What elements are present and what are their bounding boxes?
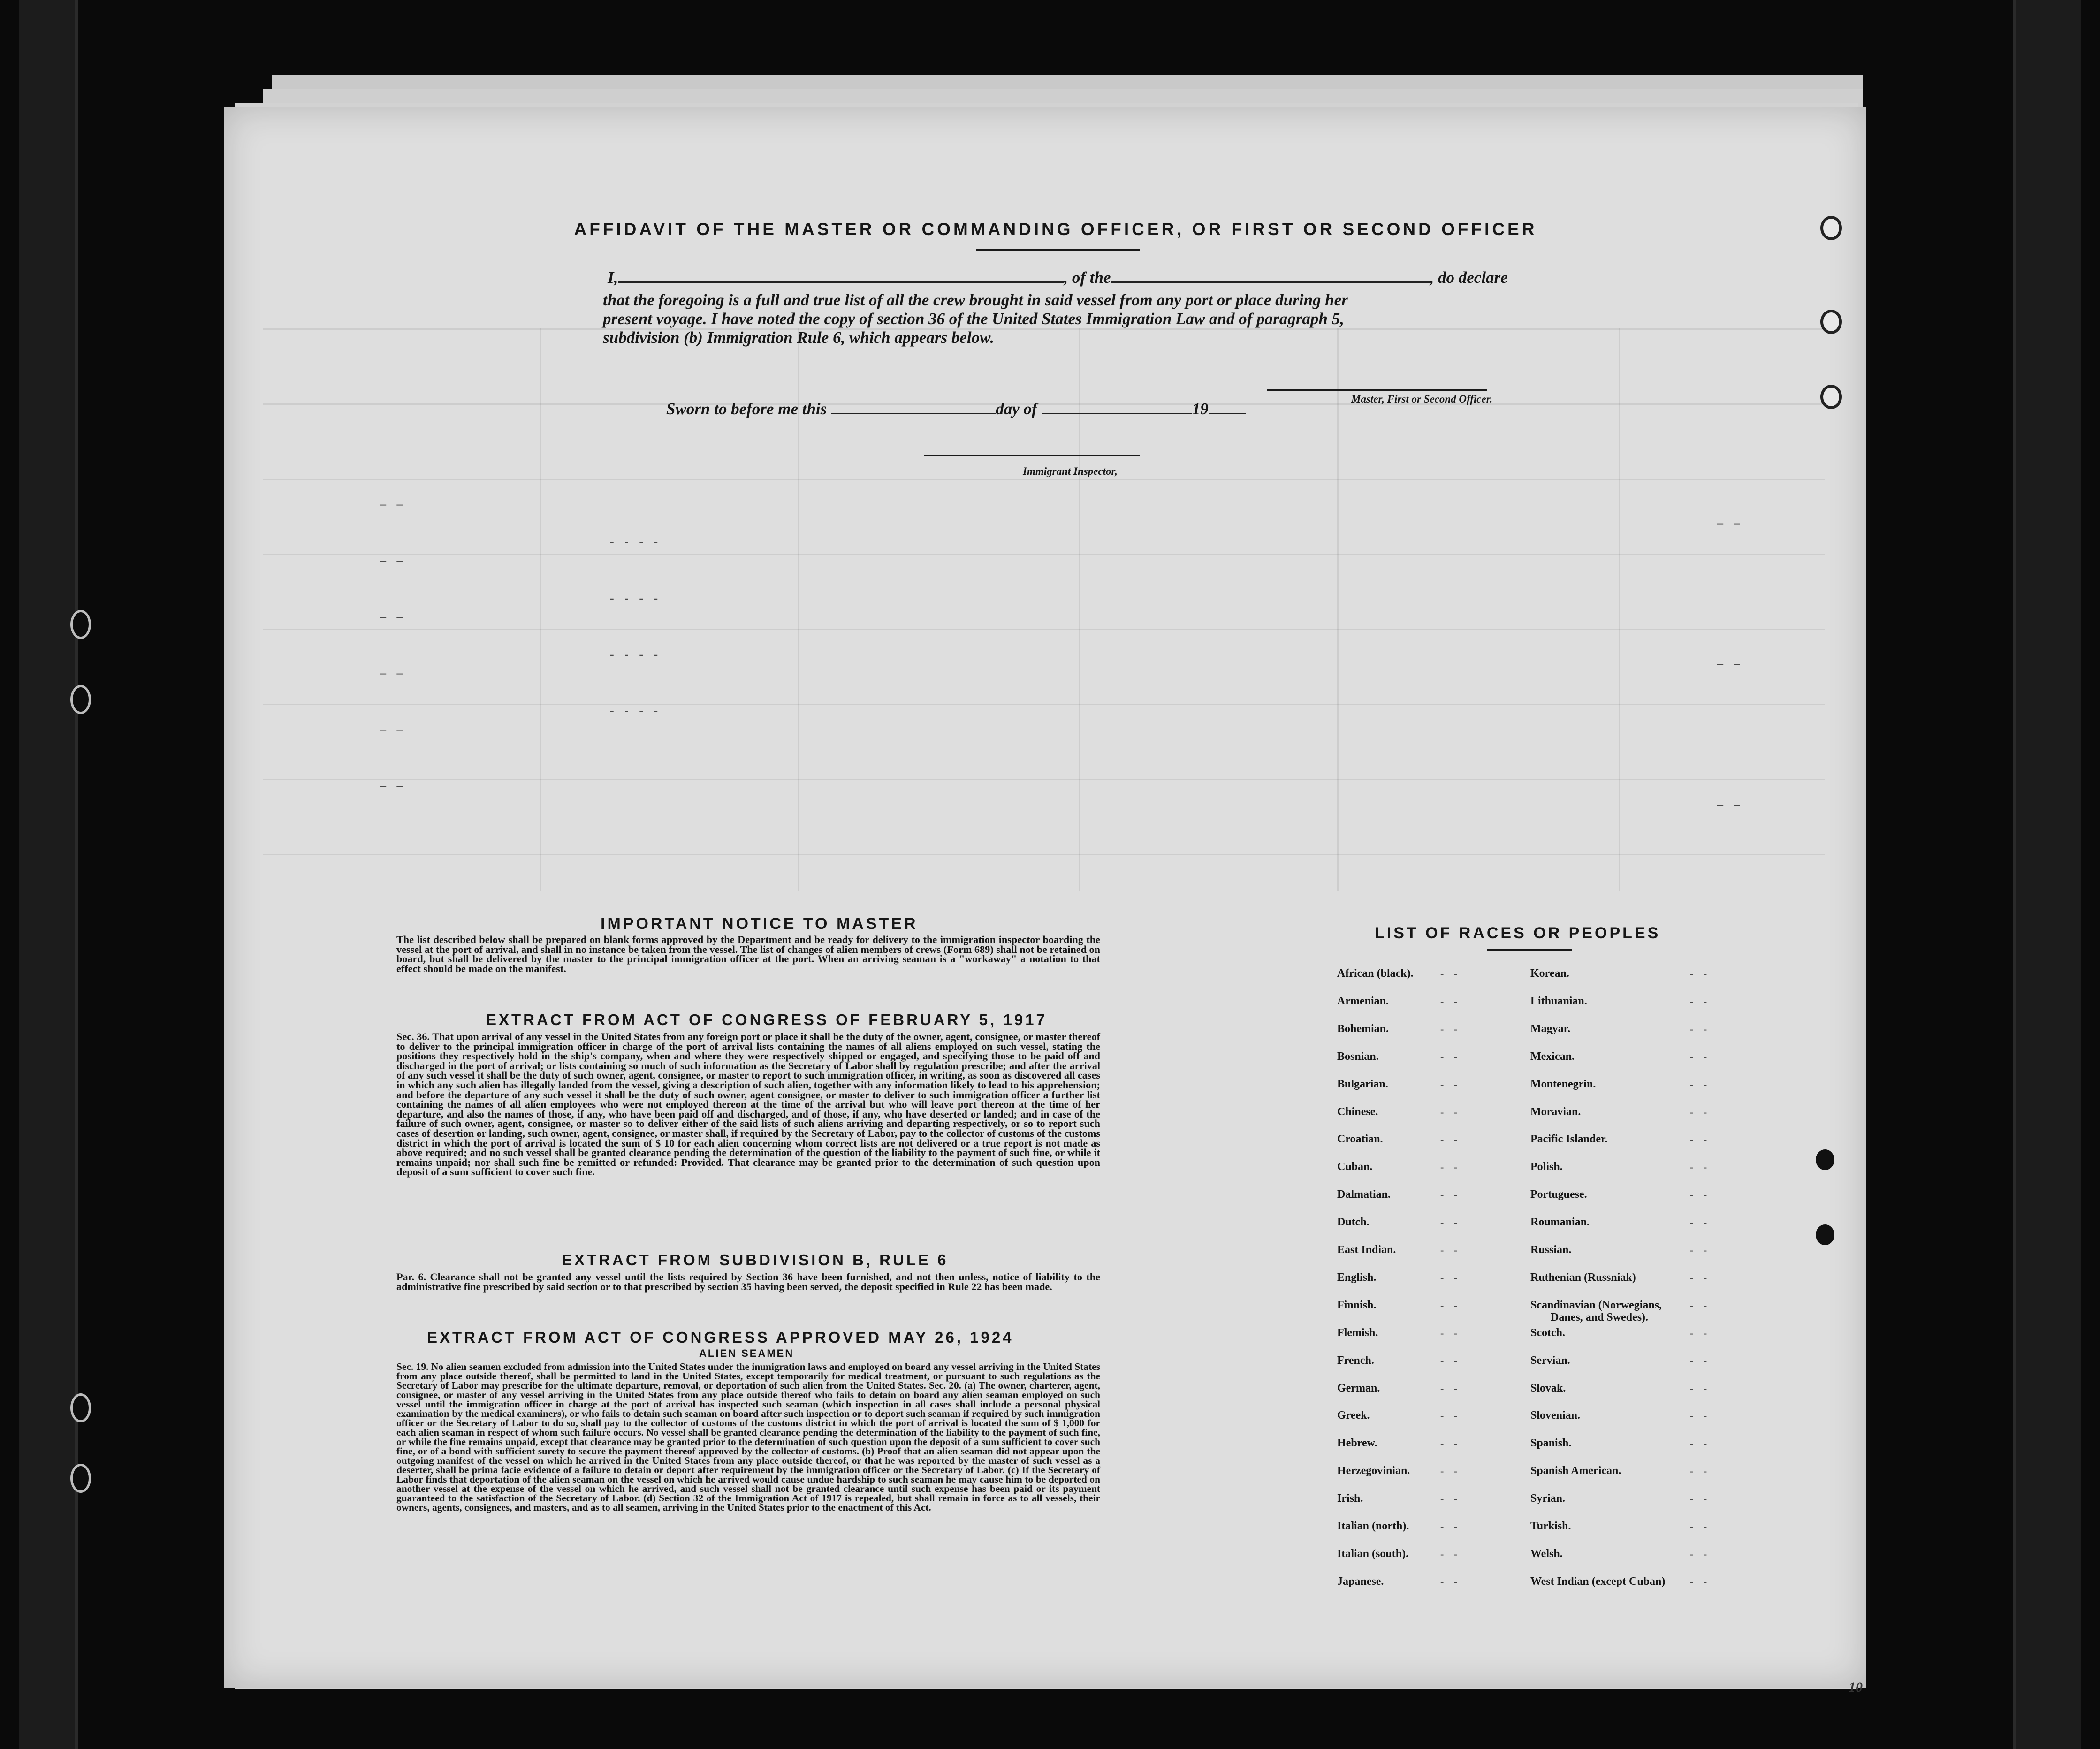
extract-1917-title: EXTRACT FROM ACT OF CONGRESS OF FEBRUARY 5, 1917 [486, 1011, 1047, 1028]
extract-1924-text: Sec. 19. No alien seamen excluded from admission into the United States under the immigration laws and employed on board any vessel arriving in the United States from any place outside thereof, shall be permitted to land in the United States, except temporarily for medical treatment, or pursuant to such regulations as the Secretary of Labor may prescribe for the ultimate departure, removal, or deportation of such alien from the United States. Sec. 20. (a) The owner, charterer, agent, consignee, or master of any vessel arriving in the United States from any place outside thereof who fails to detain on board any alien seaman employed on such vessel until the immigration officer in charge at the port of arrival has inspected such seaman (which inspection in all cases shall include a personal physical examination by the medical examiners), or who fails to detain such seaman on board after such inspection or to deport such seaman if required by such immigration officer or the Secretary of Labor to do so, shall pay to the collector of customs of the customs district in which the port of arrival is located the sum of $ 1,000 for each alien seaman in respect of whom such failure occurs. No vessel shall be granted clearance pending the determination of the liability to the payment of such fine, or while the fine remains unpaid, except that clearance may be granted prior to the determination of such question upon the deposit of a sum sufficient to cover such fine, or of a bond with sufficient surety to secure the payment thereof approved by the collector of customs. (b) Proof that an alien seaman did not appear upon the outgoing manifest of the vessel on which he arrived in the United States from any place outside thereof, or that he was reported by the master of such vessel as a deserter, shall be prima facie evidence of a failure to detain or deport after requirement by the immigration officer or the Secretary of Labor. (c) If the Secretary of Labor finds that deportation of the alien seaman on the vessel on which he arrived would cause undue hardship to such seaman he may cause him to be deported on another vessel at the expense of the vessel on which he arrived, and such vessel shall not be granted clearance until such expense has been paid or its payment guaranteed to the satisfaction of the Secretary of Labor. (d) Section 32 of the Immigration Act of 1917 is repealed, but shall remain in force as to all vessels, their owners, agents, consignees, and masters, and as to all seamen, arriving in the United States prior to the enactment of this Act. [396, 1361, 1100, 1513]
faint-dash: - - - - [610, 591, 662, 605]
inspector-caption: Immigrant Inspector, [1023, 465, 1118, 477]
race-dash: - - [1440, 1382, 1461, 1394]
race-item: Hebrew. [1337, 1437, 1377, 1450]
race-item: English. [1337, 1271, 1377, 1284]
name-blank [618, 281, 1064, 283]
race-dash: - - [1690, 1354, 1711, 1367]
race-dash: - - [1440, 1106, 1461, 1118]
faint-dash: – – [1717, 516, 1744, 530]
race-item: Russian. [1530, 1244, 1572, 1256]
race-dash: - - [1690, 1327, 1711, 1339]
race-item: Herzegovinian. [1337, 1465, 1410, 1477]
affidavit-title: AFFIDAVIT OF THE MASTER OR COMMANDING OFFICER, OR FIRST OR SECOND OFFICER [574, 220, 1537, 239]
race-dash: - - [1690, 1244, 1711, 1256]
race-dash: - - [1440, 1050, 1461, 1063]
sworn-b: day of [996, 400, 1037, 418]
sworn-blank-1 [831, 413, 996, 414]
race-item: Scandinavian (Norwegians, [1530, 1299, 1662, 1311]
race-item: Cuban. [1337, 1161, 1373, 1173]
race-item: Turkish. [1530, 1520, 1571, 1532]
faint-dash: – – [1717, 657, 1744, 670]
race-item: Italian (south). [1337, 1547, 1409, 1560]
race-dash: - - [1440, 1271, 1461, 1284]
race-item: Italian (north). [1337, 1520, 1409, 1532]
race-dash: - - [1690, 968, 1711, 980]
race-dash: - - [1690, 1078, 1711, 1090]
race-item: Chinese. [1337, 1105, 1378, 1118]
race-dash: - - [1440, 1575, 1461, 1588]
race-dash: - - [1440, 1327, 1461, 1339]
race-item: Dalmatian. [1337, 1188, 1391, 1201]
race-dash: - - [1690, 1161, 1711, 1173]
scanner-left-strip [19, 0, 78, 1749]
race-dash: - - [1690, 1189, 1711, 1201]
notice-text: The list described below shall be prepared on blank forms approved by the Department and be ready for delivery to the immigration inspector boarding the vessel at the port of arrival, and shall in no instance be taken from the vessel. The list of changes of alien members of crews (Form 689) shall not be retained on board, but shall be delivered by the master to the principal immigration officer at the port. When an arriving seaman is a "workaway" a notation to that effect should be made on the manifest. [396, 934, 1100, 974]
race-item: Flemish. [1337, 1326, 1378, 1339]
faint-dash: - - - - [610, 704, 662, 717]
race-item: West Indian (except Cuban) [1530, 1575, 1666, 1588]
race-item: French. [1337, 1354, 1374, 1367]
race-dash: - - [1690, 1299, 1711, 1311]
race-item: Spanish. [1530, 1437, 1572, 1450]
race-dash: - - [1690, 1023, 1711, 1035]
race-item: African (black). [1337, 967, 1414, 980]
race-dash: - - [1440, 1465, 1461, 1477]
race-item: Croatian. [1337, 1133, 1383, 1146]
affidavit-line-1-c: , do declare [1430, 268, 1508, 287]
race-dash: - - [1690, 1050, 1711, 1063]
race-item: Ruthenian (Russniak) [1530, 1271, 1636, 1284]
race-dash: - - [1690, 1465, 1711, 1477]
race-item: Servian. [1530, 1354, 1570, 1367]
race-item: German. [1337, 1382, 1380, 1394]
extract-1924-subtitle: ALIEN SEAMEN [699, 1347, 794, 1359]
race-item: Korean. [1530, 967, 1569, 980]
race-item: Irish. [1337, 1492, 1363, 1505]
margin-note: 10 [1849, 1680, 1863, 1695]
race-dash: - - [1440, 1078, 1461, 1090]
vessel-blank [1111, 281, 1430, 283]
race-item: Spanish American. [1530, 1465, 1621, 1477]
faint-dash: – – [380, 722, 407, 736]
punched-dot [1816, 1224, 1834, 1245]
race-dash: - - [1690, 995, 1711, 1007]
race-item: Bohemian. [1337, 1022, 1389, 1035]
faint-dash: - - - - [610, 647, 662, 661]
race-item: East Indian. [1337, 1244, 1396, 1256]
extract-1917-text: Sec. 36. That upon arrival of any vessel in the United States from any foreign port or place it shall be the duty of the owner, agent, consignee, or master thereof to deliver to the principal immigration officer in charge of the port of arrival lists containing the names of all aliens employed on such vessel, stating the positions they respectively hold in the ship's company, when and where they were respectively shipped or engaged, and specifying those to be paid off and discharged in the port of arrival; or lists containing so much of such information as the Secretary of Labor shall by regulation prescribe; and after the arrival of any such vessel it shall be the duty of such owner, agent, consignee, or master to report to such immigration officer, in writing, as soon as discovered all cases in which any such alien has illegally landed from the vessel, giving a description of such alien, together with any information likely to lead to his apprehension; and before the departure of any such vessel it shall be the duty of such owner, agent consignee, or master to deliver to such immigration officer a further list containing the names of all alien employees who were not employed thereon at the time of the arrival but who will leave port thereon at the time of her departure, and also the names of those, if any, who have been paid off and discharged, and of those, if any, who have deserted or landed; and in case of the failure of such owner, agent, consignee, or master so to deliver either of the said lists of such aliens arriving and departing respectively, or so to report such cases of desertion or landing, such owner, agent, consignee, or master shall, if required by the Secretary of Labor, pay to the collector of customs of the customs district in which the port of arrival is located the sum of $ 10 for each alien concerning whom correct lists are not delivered or a true report is not made as above required; and no such vessel shall be granted clearance pending the determination of the question of the liability to the payment of such fine, or while it remains unpaid; nor shall such fine be remitted or refunded: Provided. That clearance may be granted prior to the determination of such question upon deposit of a sum sufficient to cover such fine. [396, 1031, 1100, 1178]
race-item: Slovenian. [1530, 1409, 1581, 1422]
ring-hole [1820, 385, 1842, 409]
scanner-right-strip [2013, 0, 2081, 1749]
race-item: Welsh. [1530, 1547, 1563, 1560]
faint-dash: – – [380, 497, 407, 511]
faint-dash: – – [380, 666, 407, 680]
race-item: Japanese. [1337, 1575, 1384, 1588]
race-dash: - - [1690, 1493, 1711, 1505]
race-dash: - - [1440, 1023, 1461, 1035]
race-item: Pacific Islander. [1530, 1133, 1608, 1146]
race-dash: - - [1690, 1271, 1711, 1284]
race-dash: - - [1690, 1133, 1711, 1146]
race-dash: - - [1440, 1410, 1461, 1422]
race-dash: - - [1440, 1437, 1461, 1450]
race-item: Mexican. [1530, 1050, 1575, 1063]
affidavit-line-1-b: , of the [1064, 268, 1111, 287]
race-item: Moravian. [1530, 1105, 1581, 1118]
race-dash: - - [1440, 1354, 1461, 1367]
race-dash: - - [1690, 1437, 1711, 1450]
ring-hole [1820, 216, 1842, 240]
punch-hole [70, 1464, 91, 1493]
race-item: Bulgarian. [1337, 1078, 1388, 1090]
race-item: Polish. [1530, 1161, 1563, 1173]
race-item-continuation: Danes, and Swedes). [1551, 1311, 1649, 1323]
races-title-rule [1487, 949, 1572, 951]
race-dash: - - [1440, 1133, 1461, 1146]
affidavit-line-2: that the foregoing is a full and true list of all the crew brought in said vessel from any port or place during her [603, 291, 1348, 309]
ring-hole [1820, 310, 1842, 334]
race-item: Syrian. [1530, 1492, 1566, 1505]
race-dash: - - [1690, 1521, 1711, 1532]
race-item: Montenegrin. [1530, 1078, 1596, 1090]
faint-dash: – – [1717, 798, 1744, 811]
extract-rule6-title: EXTRACT FROM SUBDIVISION B, RULE 6 [562, 1251, 949, 1269]
race-dash: - - [1440, 1521, 1461, 1532]
race-item: Portuguese. [1530, 1188, 1587, 1201]
race-dash: - - [1440, 1244, 1461, 1256]
faint-dash: - - - - [610, 535, 662, 548]
race-dash: - - [1690, 1106, 1711, 1118]
race-item: Lithuanian. [1530, 995, 1587, 1007]
affidavit-line-4: subdivision (b) Immigration Rule 6, which appears below. [603, 328, 994, 347]
affidavit-line-3: present voyage. I have noted the copy of section 36 of the United States Immigration Law and of paragraph 5, [603, 310, 1344, 328]
inspector-signature-line [924, 455, 1140, 456]
race-dash: - - [1440, 995, 1461, 1007]
race-dash: - - [1690, 1217, 1711, 1229]
race-item: Scotch. [1530, 1326, 1565, 1339]
notice-title: IMPORTANT NOTICE TO MASTER [601, 915, 918, 933]
race-dash: - - [1440, 1217, 1461, 1229]
punch-hole [70, 1393, 91, 1422]
punch-hole [70, 685, 91, 714]
master-caption: Master, First or Second Officer. [1351, 393, 1493, 405]
race-item: Finnish. [1337, 1299, 1377, 1311]
sworn-c: 19 [1192, 400, 1209, 418]
sworn-line [666, 400, 1246, 418]
race-dash: - - [1440, 1493, 1461, 1505]
faint-dash: – – [380, 779, 407, 792]
affidavit-line-1 [608, 268, 1508, 287]
race-dash: - - [1690, 1410, 1711, 1422]
faint-dash: – – [380, 554, 407, 567]
sworn-blank-3 [1209, 413, 1246, 414]
race-dash: - - [1440, 968, 1461, 980]
race-item: Greek. [1337, 1409, 1370, 1422]
race-item: Dutch. [1337, 1216, 1370, 1229]
race-dash: - - [1690, 1548, 1711, 1560]
master-signature-line [1267, 389, 1487, 391]
race-item: Roumanian. [1530, 1216, 1590, 1229]
race-dash: - - [1690, 1382, 1711, 1394]
race-dash: - - [1440, 1189, 1461, 1201]
race-dash: - - [1690, 1575, 1711, 1588]
race-item: Slovak. [1530, 1382, 1566, 1394]
sworn-a: Sworn to before me this [666, 400, 827, 418]
punch-hole [70, 610, 91, 639]
race-item: Magyar. [1530, 1022, 1571, 1035]
faint-dash: – – [380, 610, 407, 624]
affidavit-line-1-a: I, [608, 268, 618, 287]
title-rule [976, 249, 1140, 251]
extract-1924-title: EXTRACT FROM ACT OF CONGRESS APPROVED MAY 26, 1924 [427, 1329, 1014, 1346]
races-title: LIST OF RACES OR PEOPLES [1375, 924, 1661, 942]
race-item: Bosnian. [1337, 1050, 1379, 1063]
race-dash: - - [1440, 1299, 1461, 1311]
race-dash: - - [1440, 1548, 1461, 1560]
extract-rule6-text: Par. 6. Clearance shall not be granted any vessel until the lists required by Section 36 have been furnished, and not then unless, notice of liability to the administrative fine prescribed by said section or to that prescribed by section 35 having been served, the deposit specified in Rule 22 has been made. [396, 1271, 1100, 1293]
race-item: Armenian. [1337, 995, 1389, 1007]
punched-dot [1816, 1149, 1834, 1170]
sworn-blank-2 [1042, 413, 1192, 414]
race-dash: - - [1440, 1161, 1461, 1173]
